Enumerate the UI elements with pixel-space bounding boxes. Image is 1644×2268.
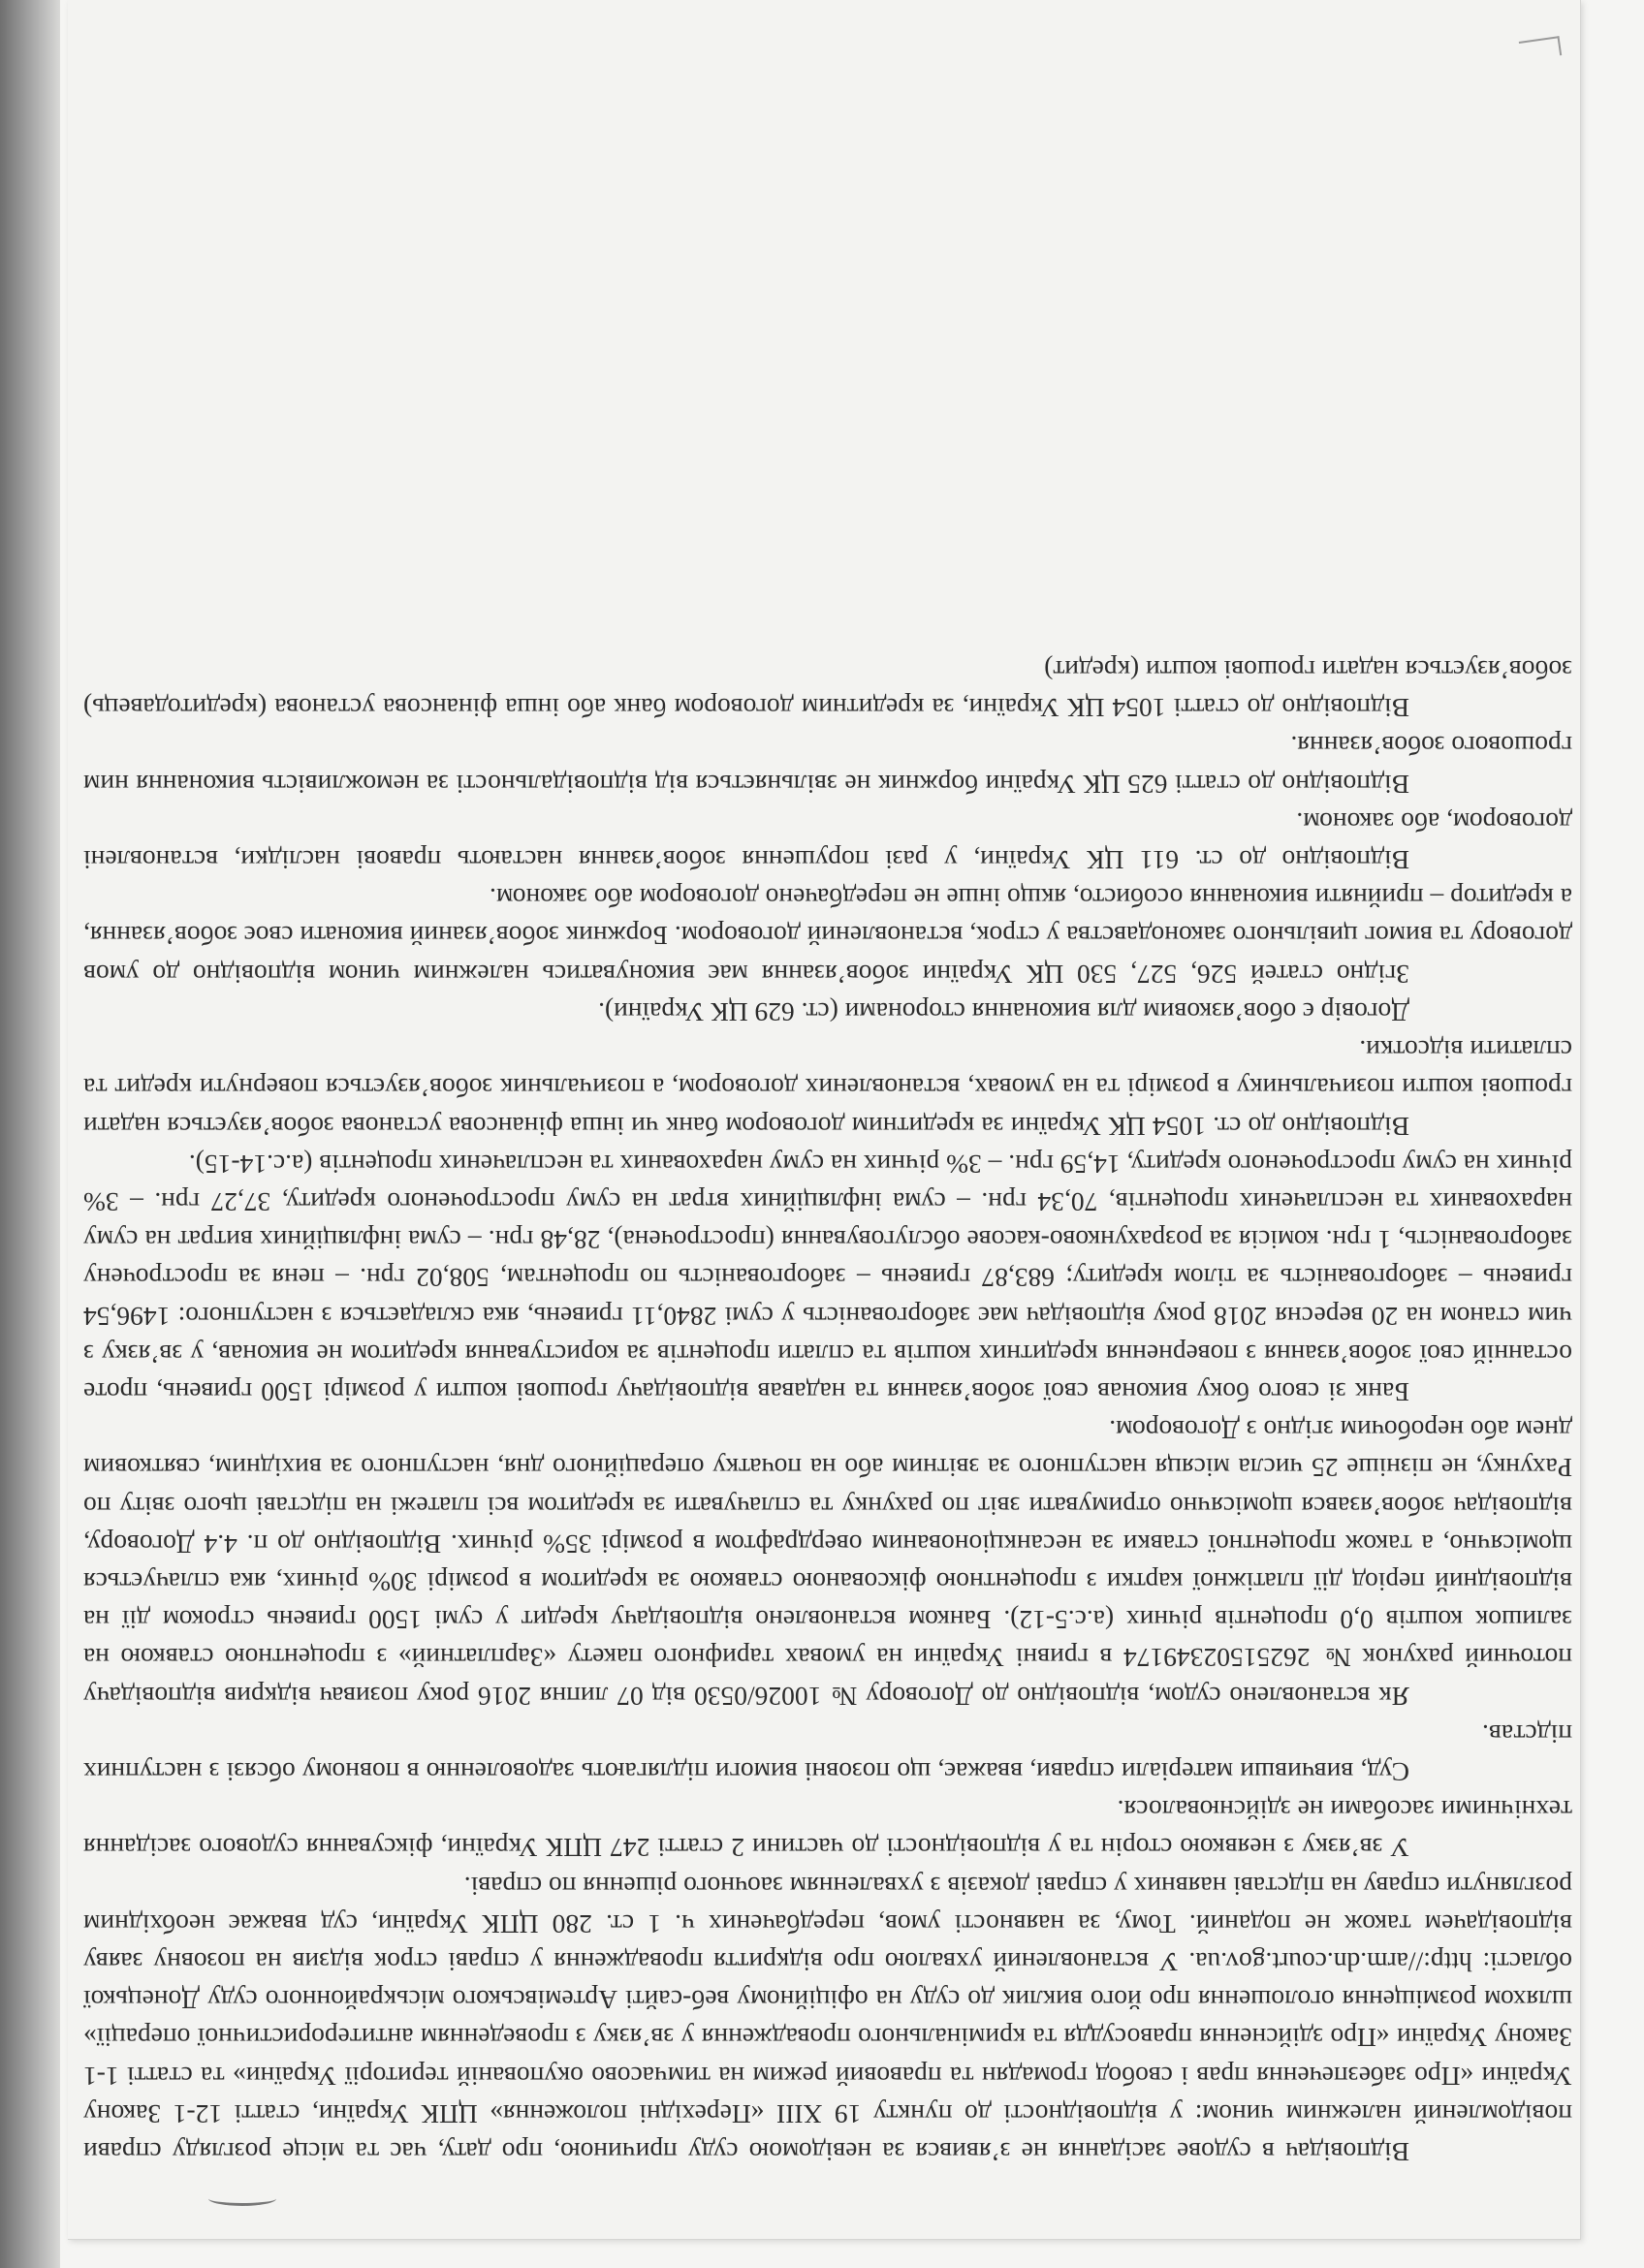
paragraph-contract-terms: Як встановлено судом, відповідно до Договору № 10026/0530 від 07 липня 2016 року позивач відкрив відповідачу поточний рахунок № 26251502349174 в гривні України на умовах тарифного пакету «Зарплатний» з процентною ставкою на залишок коштів 0,0 процентів річних (а.с.5-12). Банком встановлено відповідачу кредит у сумі 1500 гривень строком дії на відповідний період дії платіжної картки з процентною фіксованою ставкою за кредитом в розмірі 30% річних, яка сплачується щомісячно, а також процентної ставки за несанкціонованим овердрафтом в розмірі 35% річних. Відповідно до п. 4.4 Договору, відповідач зобов’язався щомісячно отримувати звіт по рахунку та сплачувати за кредитом всі платежі на підставі цього звіту по Рахунку, не пізніше 25 числа місяця наступного за звітним або на початку операційного дня, наступного за вихідним, святковим днем або неробочим згідно з Договором. [83,1415,1572,1712]
paragraph-article-625: Відповідно до статті 625 ЦК України боржник не звільняється від відповідальності за неможливість виконання ним грошового зобов’язання. [83,731,1572,800]
paragraph-article-1054-repeat: Відповідно до статті 1054 ЦК України, за кредитним договором банк або інша фінансова установа (кредитодавець) зобов’язується надати грошові кошти (кредит) [83,655,1572,724]
paragraph-claims-satisfied: Суд, вивчивши матеріали справи, вважає, що позовні вимоги підлягають задоволенню в повному обсязі з наступних підстав. [83,1718,1572,1787]
document-sheet [68,0,1581,2240]
paragraph-defendant-absence: Відповідач в судове засідання не з’явився за невідомою суду причиною, про дату, час та місце розгляду справи повідомлений належним чином: у відповідності до пункту 19 ХІІІ «Перехідні положення» ЦПК України, статті 12-1 Закону України «Про забезпечення прав і свобод громадян та правовий режим на тимчасово окупованій території України» та статті 1-1 Закону України «Про здійснення правосуддя та кримінального провадження у зв’язку з проведенням антитерористичної операції» шляхом розміщення оголошення про його виклик до суду на офіційному веб-сайті Артемівського міськрайонного суду Донецької області: http://arm.dn.court.gov.ua. У встановлений ухвалою про відкриття провадження у справі строк відзив на позовну заяву відповідачем також не поданий. Тому, за наявності умов, передбачених ч. 1 ст. 280 ЦПК України, суд вважає необхідним розглянути справу на підставі наявних у справі доказів з ухваленням заочного рішення по справі. [83,1871,1572,2167]
paragraph-debt-calculation: Банк зі свого боку виконав свої зобов’язання та надавав відповідачу грошові кошти у розмірі 1500 гривень, проте останній свої зобов’язання з повернення кредитних коштів та сплати процентів за користування кредитом не виконав, у зв’язку з чим станом на 20 вересня 2018 року відповідач має заборгованість у сумі 2840,11 гривень, яка складається з наступного: 1496,54 гривень – заборгованість за тілом кредиту; 683,87 гривень – заборгованість по процентам, 508,02 грн. – пеня за прострочену заборгованість, 1 грн. комісія за розрахунково-касове обслуговування (прострочена), 28,48 грн. – сума інфляційних витрат на суму нарахованих та несплачених процентів, 70,34 грн. – сума інфляційних втрат на суму простроченого кредиту, 37,27 грн. – 3% річних на суму простроченого кредиту, 14,59 грн. – 3% річних на суму нарахованих та несплачених процентів (а.с.14-15). [83,1149,1572,1407]
paragraph-articles-526-530: Згідно статей 526, 527, 530 ЦК України зобов’язання має виконуватись належним чином відповідно до умов договору та вимог цивільного законодавства у строк, встановлений договором. Боржник зобов’язаний виконати своє зобов’язання, а кредитор – прийняти виконання особисто, якщо інше не передбачено договором або законом. [83,883,1572,990]
paragraph-article-611: Відповідно до ст. 611 ЦК України, у разі порушення зобов’язання настають правові наслідки, встановлені договором, або законом. [83,806,1572,876]
paragraph-no-recording: У зв’язку з неявкою сторін та у відповідності до частини 2 статті 247 ЦПК України, фіксування судового засідання технічними засобами не здійснювалося. [83,1795,1572,1864]
document-text [68,651,1580,2171]
upside-down-content [68,0,1580,2239]
paragraph-article-1054: Відповідно до ст. 1054 ЦК України за кредитним договором банк чи інша фінансова установа зобов’язується надати грошові кошти позичальнику в розмірі та на умовах, встановлених договором, а позичальник зобов’язується повернути кредит та сплатити відсотки. [83,1035,1572,1142]
paragraph-article-629: Договір є обов’язковим для виконання сторонами (ст. 629 ЦК України). [598,996,1409,1027]
scanner-dark-edge [0,0,60,2268]
